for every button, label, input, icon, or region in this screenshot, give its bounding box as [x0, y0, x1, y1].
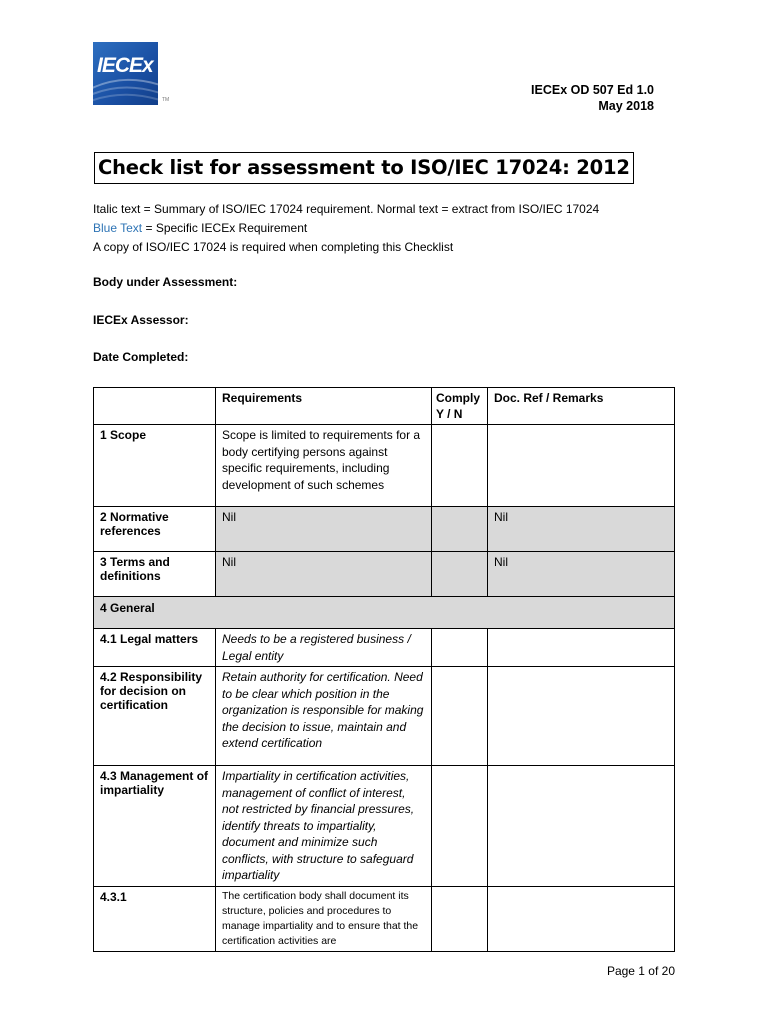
clause-cell: 4.1 Legal matters	[94, 629, 216, 667]
table-row	[94, 552, 675, 597]
clause-cell: 4.2 Responsibility for decision on certification	[94, 667, 216, 766]
legend-line-copy: A copy of ISO/IEC 17024 is required when completing this Checklist	[93, 240, 454, 254]
remarks-cell[interactable]	[488, 667, 675, 766]
section-heading: 4 General	[94, 597, 675, 629]
comply-cell[interactable]	[432, 552, 488, 597]
clause-cell: 3 Terms and definitions	[94, 552, 216, 597]
checklist-table	[93, 387, 675, 952]
comply-cell[interactable]	[432, 766, 488, 887]
requirement-cell: Needs to be a registered business / Legal entity	[216, 629, 432, 667]
clause-cell: 2 Normative references	[94, 507, 216, 552]
iecex-assessor-label: IECEx Assessor:	[93, 313, 189, 327]
remarks-cell[interactable]: Nil	[488, 507, 675, 552]
requirement-cell: The certification body shall document its structure, policies and procedures to manage impartiality and to ensure that the certification activities are	[216, 886, 432, 951]
document-date: May 2018	[598, 99, 654, 113]
page-title: Check list for assessment to ISO/IEC 17024: 2012	[94, 152, 634, 184]
page-number: Page 1 of 20	[606, 964, 675, 978]
table-row	[94, 667, 675, 766]
requirement-cell: Scope is limited to requirements for a body certifying persons against specific requirements, including development of such schemes	[216, 425, 432, 507]
clause-cell: 4.3 Management of impartiality	[94, 766, 216, 887]
requirement-cell: Nil	[216, 507, 432, 552]
table-row	[94, 425, 675, 507]
requirement-cell: Impartiality in certification activities, management of conflict of interest, not restricted by financial pressures, identify threats to impartiality, document and minimize such conflicts, with structure to safeguard impartiality	[216, 766, 432, 887]
table-row	[94, 629, 675, 667]
clause-cell: 1 Scope	[94, 425, 216, 507]
body-under-assessment-label: Body under Assessment:	[93, 275, 238, 289]
requirement-cell: Nil	[216, 552, 432, 597]
section-row	[94, 597, 675, 629]
comply-cell[interactable]	[432, 667, 488, 766]
table-row	[94, 507, 675, 552]
comply-cell[interactable]	[432, 507, 488, 552]
document-number: IECEx OD 507 Ed 1.0	[531, 83, 654, 97]
intro-legend	[93, 200, 599, 257]
trademark-mark: TM	[162, 97, 170, 103]
header-remarks: Doc. Ref / Remarks	[488, 388, 675, 425]
blue-text-label: Blue Text	[93, 221, 143, 235]
document-reference	[531, 82, 654, 114]
date-completed-label: Date Completed:	[93, 350, 189, 364]
header-comply: Comply Y / N	[432, 388, 488, 425]
remarks-cell[interactable]	[488, 766, 675, 887]
comply-cell[interactable]	[432, 629, 488, 667]
header-requirements: Requirements	[216, 388, 432, 425]
clause-cell: 4.3.1	[94, 886, 216, 951]
blue-text-desc: = Specific IECEx Requirement	[142, 221, 308, 235]
remarks-cell[interactable]: Nil	[488, 552, 675, 597]
remarks-cell[interactable]	[488, 425, 675, 507]
comply-cell[interactable]	[432, 886, 488, 951]
remarks-cell[interactable]	[488, 629, 675, 667]
iecex-logo	[93, 42, 158, 105]
header-clause	[94, 388, 216, 425]
remarks-cell[interactable]	[488, 886, 675, 951]
logo-text: IECEx	[97, 54, 153, 77]
table-header-row	[94, 388, 675, 425]
comply-cell[interactable]	[432, 425, 488, 507]
requirement-cell: Retain authority for certification. Need to be clear which position in the organization is responsible for making the decision to issue, maintain and extend certification	[216, 667, 432, 766]
legend-line-italic: Italic text = Summary of ISO/IEC 17024 requirement. Normal text = extract from ISO/IEC 17024	[93, 202, 600, 216]
table-row	[94, 886, 675, 951]
legend-line-blue	[93, 219, 599, 238]
table-row	[94, 766, 675, 887]
